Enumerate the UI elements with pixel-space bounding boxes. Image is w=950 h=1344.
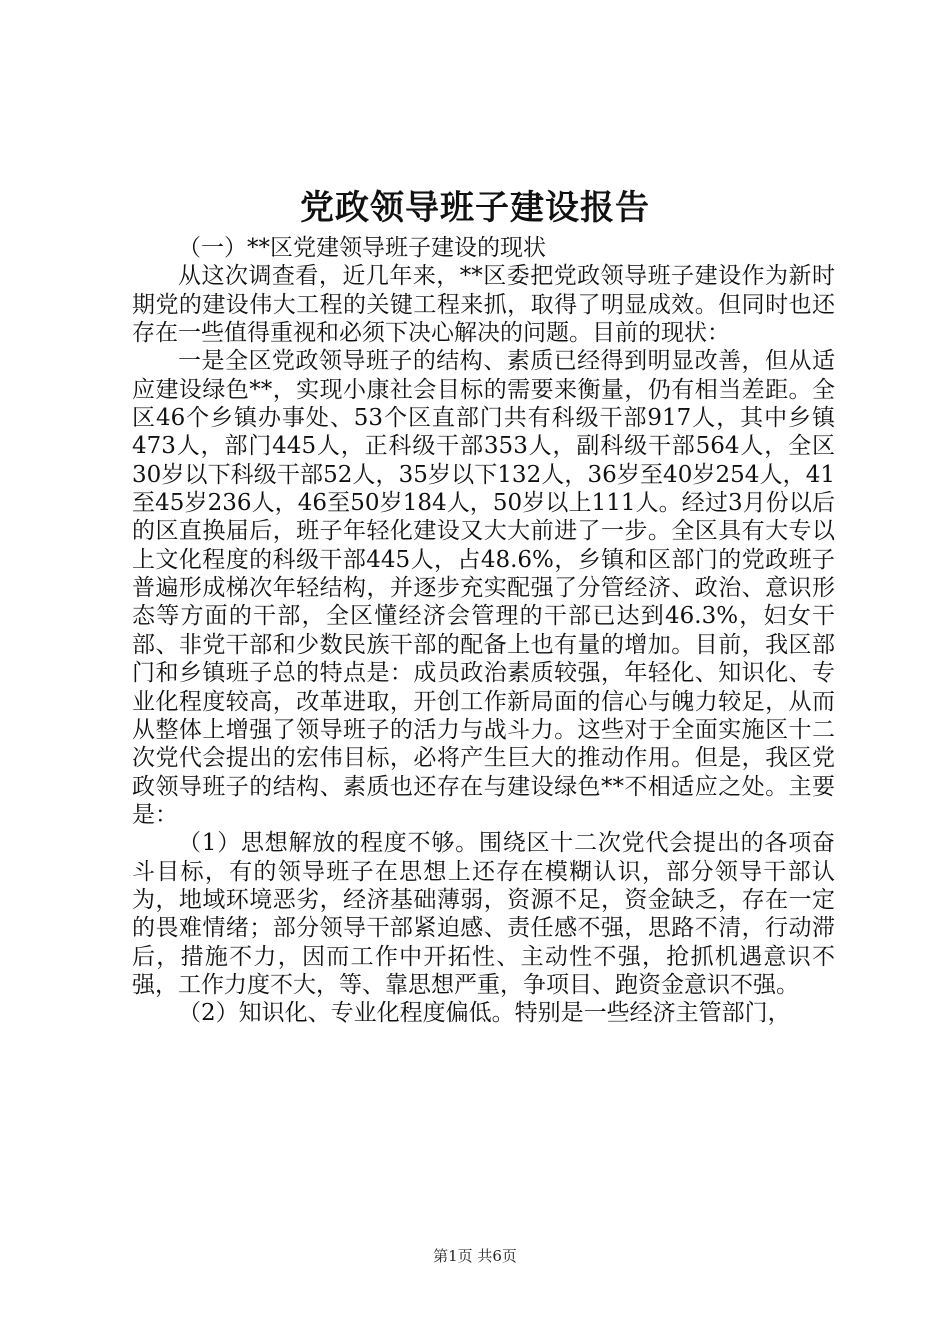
document-title: 党政领导班子建设报告 — [300, 188, 650, 228]
body-paragraph: （2）知识化、专业化程度偏低。特别是一些经济主管部门， — [178, 1000, 791, 1027]
body-paragraph: 从这次调查看，近几年来，**区委把党政领导班子建设作为新时期党的建设伟大工程的关键工程来抓，取得了明显成效。但同时也还存在一些值得重视和必须下决心解决的问题。目前的现状： — [132, 263, 835, 347]
document-body — [132, 234, 835, 1028]
section-heading: （一）**区党建领导班子建设的现状 — [178, 235, 546, 261]
body-paragraph: （1）思想解放的程度不够。围绕区十二次党代会提出的各项奋斗目标，有的领导班子在思想上还存在模糊认识，部分领导干部认为，地域环境恶劣，经济基础薄弱，资源不足，资金缺乏，存在一定的畏难情绪；部分领导干部紧迫感、责任感不强，思路不清，行动滞后，措施不力，因而工作中开拓性、主动性不强，抢抓机遇意识不强，工作力度不大，等、靠思想严重，争项目、跑资金意识不强。 — [132, 830, 835, 998]
page-footer: 第1页 共6页 — [433, 1247, 517, 1265]
body-paragraph: 一是全区党政领导班子的结构、素质已经得到明显改善，但从适应建设绿色**，实现小康社会目标的需要来衡量，仍有相当差距。全区46个乡镇办事处、53个区直部门共有科级干部917人，其中乡镇473人，部门445人，正科级干部353人，副科级干部564人，全区30岁以下科级干部52人，35岁以下132人，36岁至40岁254人，41至45岁236人，46至50岁184人，50岁以上111人。经过3月份以后的区直换届后，班子年轻化建设又大大前进了一步。全区具有大专以上文化程度的科级干部445人，占48.6%，乡镇和区部门的党政班子普遍形成梯次年轻结构，并逐步充实配强了分管经济、政治、意识形态等方面的干部，全区懂经济会管理的干部已达到46.3%，妇女干部、非党干部和少数民族干部的配备上也有量的增加。目前，我区部门和乡镇班子总的特点是：成员政治素质较强，年轻化、知识化、专业化程度较高，改革进取，开创工作新局面的信心与魄力较足，从而从整体上增强了领导班子的活力与战斗力。这些对于全面实施区十二次党代会提出的宏伟目标，必将产生巨大的推动作用。但是，我区党政领导班子的结构、素质也还存在与建设绿色**不相适应之处。主要是： — [132, 348, 835, 828]
